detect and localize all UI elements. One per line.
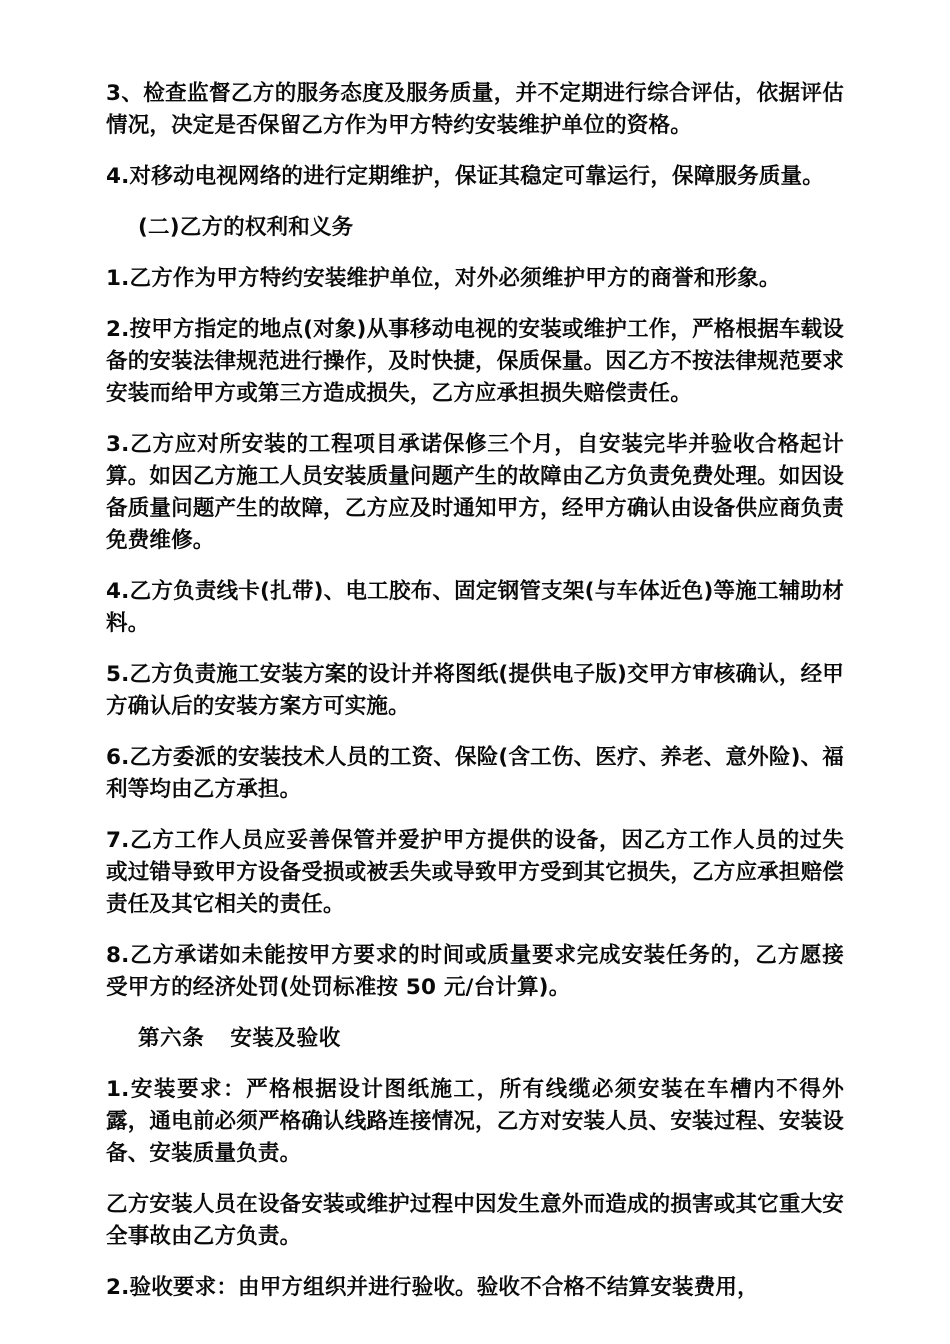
paragraph-acceptance-item-2: 2.验收要求：由甲方组织并进行验收。验收不合格不结算安装费用，	[106, 1275, 759, 1300]
article-six-title: 安装及验收	[230, 1026, 341, 1051]
paragraph-jia-item-3: 3、检查监督乙方的服务态度及服务质量，并不定期进行综合评估，依据评估情况，决定是否保留乙方作为甲方特约安装维护单位的资格。	[106, 81, 844, 138]
section-heading-party-b-rights: (二)乙方的权利和义务	[138, 215, 354, 240]
paragraph-yi-item-8: 8.乙方承诺如未能按甲方要求的时间或质量要求完成安装任务的，乙方愿接受甲方的经济处罚(处罚标准按 50 元/台计算)。	[106, 943, 844, 1000]
paragraph-yi-item-5: 5.乙方负责施工安装方案的设计并将图纸(提供电子版)交甲方审核确认，经甲方确认后的安装方案方可实施。	[106, 662, 844, 719]
paragraph-yi-item-7: 7.乙方工作人员应妥善保管并爱护甲方提供的设备，因乙方工作人员的过失或过错导致甲方设备受损或被丢失或导致甲方受到其它损失，乙方应承担赔偿责任及其它相关的责任。	[106, 828, 844, 917]
document-text-body	[106, 78, 844, 1304]
paragraph-yi-item-2: 2.按甲方指定的地点(对象)从事移动电视的安装或维护工作，严格根据车载设备的安装法律规范进行操作，及时快捷，保质保量。因乙方不按法律规范要求安装而给甲方或第三方造成损失，乙方应承担损失赔偿责任。	[106, 317, 844, 406]
paragraph-yi-item-1: 1.乙方作为甲方特约安装维护单位，对外必须维护甲方的商誉和形象。	[106, 266, 781, 291]
article-six-label: 第六条	[138, 1026, 205, 1051]
paragraph-jia-item-4: 4.对移动电视网络的进行定期维护，保证其稳定可靠运行，保障服务质量。	[106, 164, 824, 189]
paragraph-yi-item-4: 4.乙方负责线卡(扎带)、电工胶布、固定钢管支架(与车体近色)等施工辅助材料。	[106, 579, 844, 636]
paragraph-acceptance-item-1: 1.安装要求：严格根据设计图纸施工，所有线缆必须安装在车槽内不得外露，通电前必须严格确认线路连接情况，乙方对安装人员、安装过程、安装设备、安装质量负责。	[106, 1077, 844, 1166]
paragraph-acceptance-note: 乙方安装人员在设备安装或维护过程中因发生意外而造成的损害或其它重大安全事故由乙方负责。	[106, 1192, 844, 1249]
paragraph-yi-item-3: 3.乙方应对所安装的工程项目承诺保修三个月，自安装完毕并验收合格起计算。如因乙方施工人员安装质量问题产生的故障由乙方负责免费处理。如因设备质量问题产生的故障，乙方应及时通知甲方，经甲方确认由设备供应商负责免费维修。	[106, 432, 844, 553]
article-six-heading	[106, 1023, 844, 1055]
paragraph-yi-item-6: 6.乙方委派的安装技术人员的工资、保险(含工伤、医疗、养老、意外险)、福利等均由乙方承担。	[106, 745, 844, 802]
